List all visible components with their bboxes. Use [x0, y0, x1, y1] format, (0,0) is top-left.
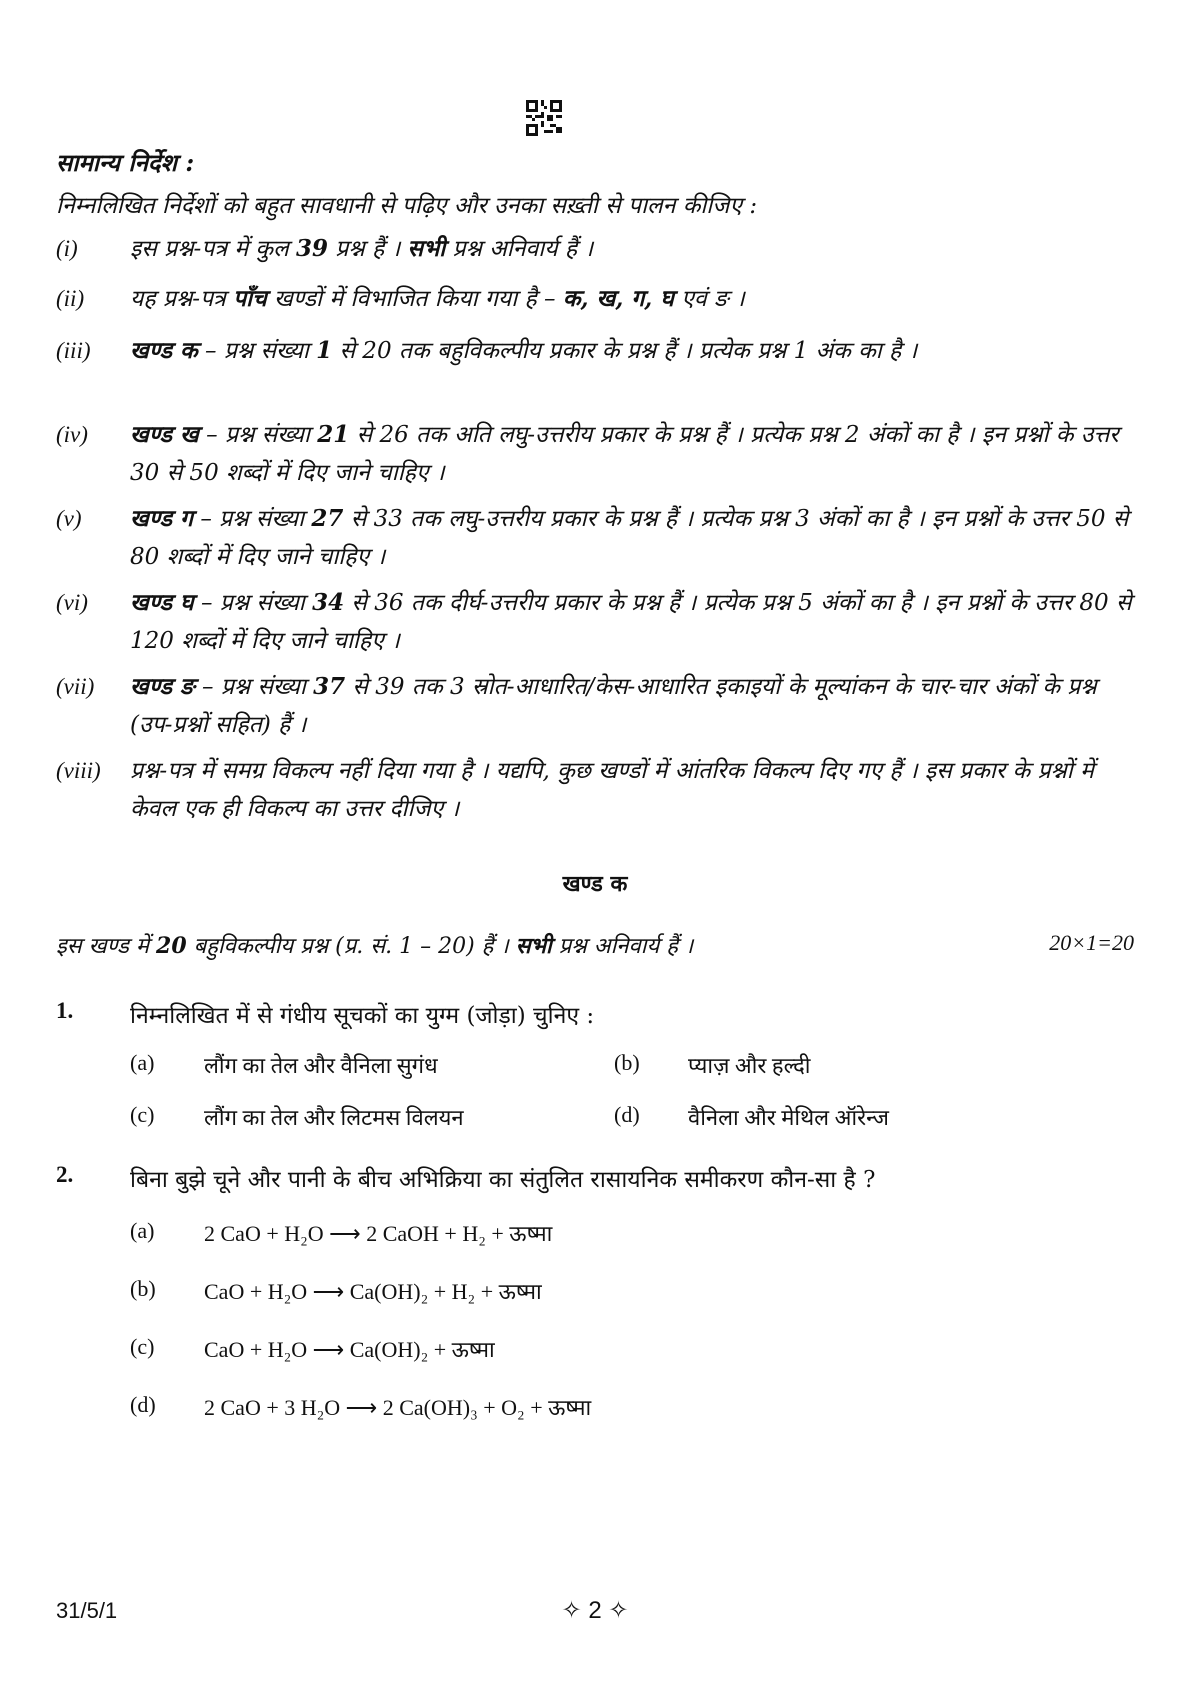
qr-code-icon	[526, 100, 562, 136]
instruction-item: (v) खण्ड ग – प्रश्न संख्या 27 से 33 तक लघु-उत्तरीय प्रकार के प्रश्न हैं । प्रत्येक प्रश्न 3 अंकों का है । इन प्रश्नों के उत्तर 50 से 80 शब्दों में दिए जाने चाहिए ।	[56, 505, 1129, 570]
instructions-intro: निम्नलिखित निर्देशों को बहुत सावधानी से पढ़िए और उनका सख़्ती से पालन कीजिए :	[56, 193, 758, 219]
instruction-item: (ii) यह प्रश्न-पत्र पाँच खण्डों में विभाजित किया गया है – क, ख, ग, घ एवं ङ ।	[56, 285, 745, 312]
instruction-item: (viii) प्रश्न-पत्र में समग्र विकल्प नहीं दिया गया है । यद्यपि, कुछ खण्डों में आंतरिक विकल्प दिए गए हैं । इस प्रकार के प्रश्नों में केवल एक ही विकल्प का उत्तर दीजिए ।	[56, 758, 1094, 822]
section-title: खण्ड क	[562, 871, 628, 897]
instruction-item: (i) इस प्रश्न-पत्र में कुल 39 प्रश्न हैं । सभी प्रश्न अनिवार्य हैं ।	[56, 235, 594, 262]
section-description: इस खण्ड में 20 बहुविकल्पीय प्रश्न (प्र. सं. 1 – 20) हैं । सभी प्रश्न अनिवार्य हैं ।	[56, 933, 694, 959]
instruction-item: (iv) खण्ड ख – प्रश्न संख्या 21 से 26 तक अति लघु-उत्तरीय प्रकार के प्रश्न हैं । प्रत्येक प्रश्न 2 अंकों का है । इन प्रश्नों के उत्तर 30 से 50 शब्दों में दिए जाने चाहिए ।	[56, 421, 1119, 486]
instruction-item: (vi) खण्ड घ – प्रश्न संख्या 34 से 36 तक दीर्घ-उत्तरीय प्रकार के प्रश्न हैं । प्रत्येक प्रश्न 5 अंकों का है । इन प्रश्नों के उत्तर 80 से 120 शब्दों में दिए जाने चाहिए ।	[56, 589, 1132, 654]
paper-code: 31/5/1	[56, 1598, 118, 1623]
page-number: ✧ 2 ✧	[561, 1597, 629, 1624]
section-marks: 20×1=20	[1049, 930, 1134, 955]
page-heading: सामान्य निर्देश :	[56, 148, 195, 177]
instruction-item: (vii) खण्ड ङ – प्रश्न संख्या 37 से 39 तक 3 स्रोत-आधारित/केस-आधारित इकाइयों के मूल्यांकन के चार-चार अंकों के प्रश्न (उप-प्रश्नों सहित) हैं ।	[56, 673, 1097, 738]
instruction-item: (iii) खण्ड क – प्रश्न संख्या 1 से 20 तक बहुविकल्पीय प्रकार के प्रश्न हैं । प्रत्येक प्रश्न 1 अंक का है ।	[56, 337, 918, 364]
